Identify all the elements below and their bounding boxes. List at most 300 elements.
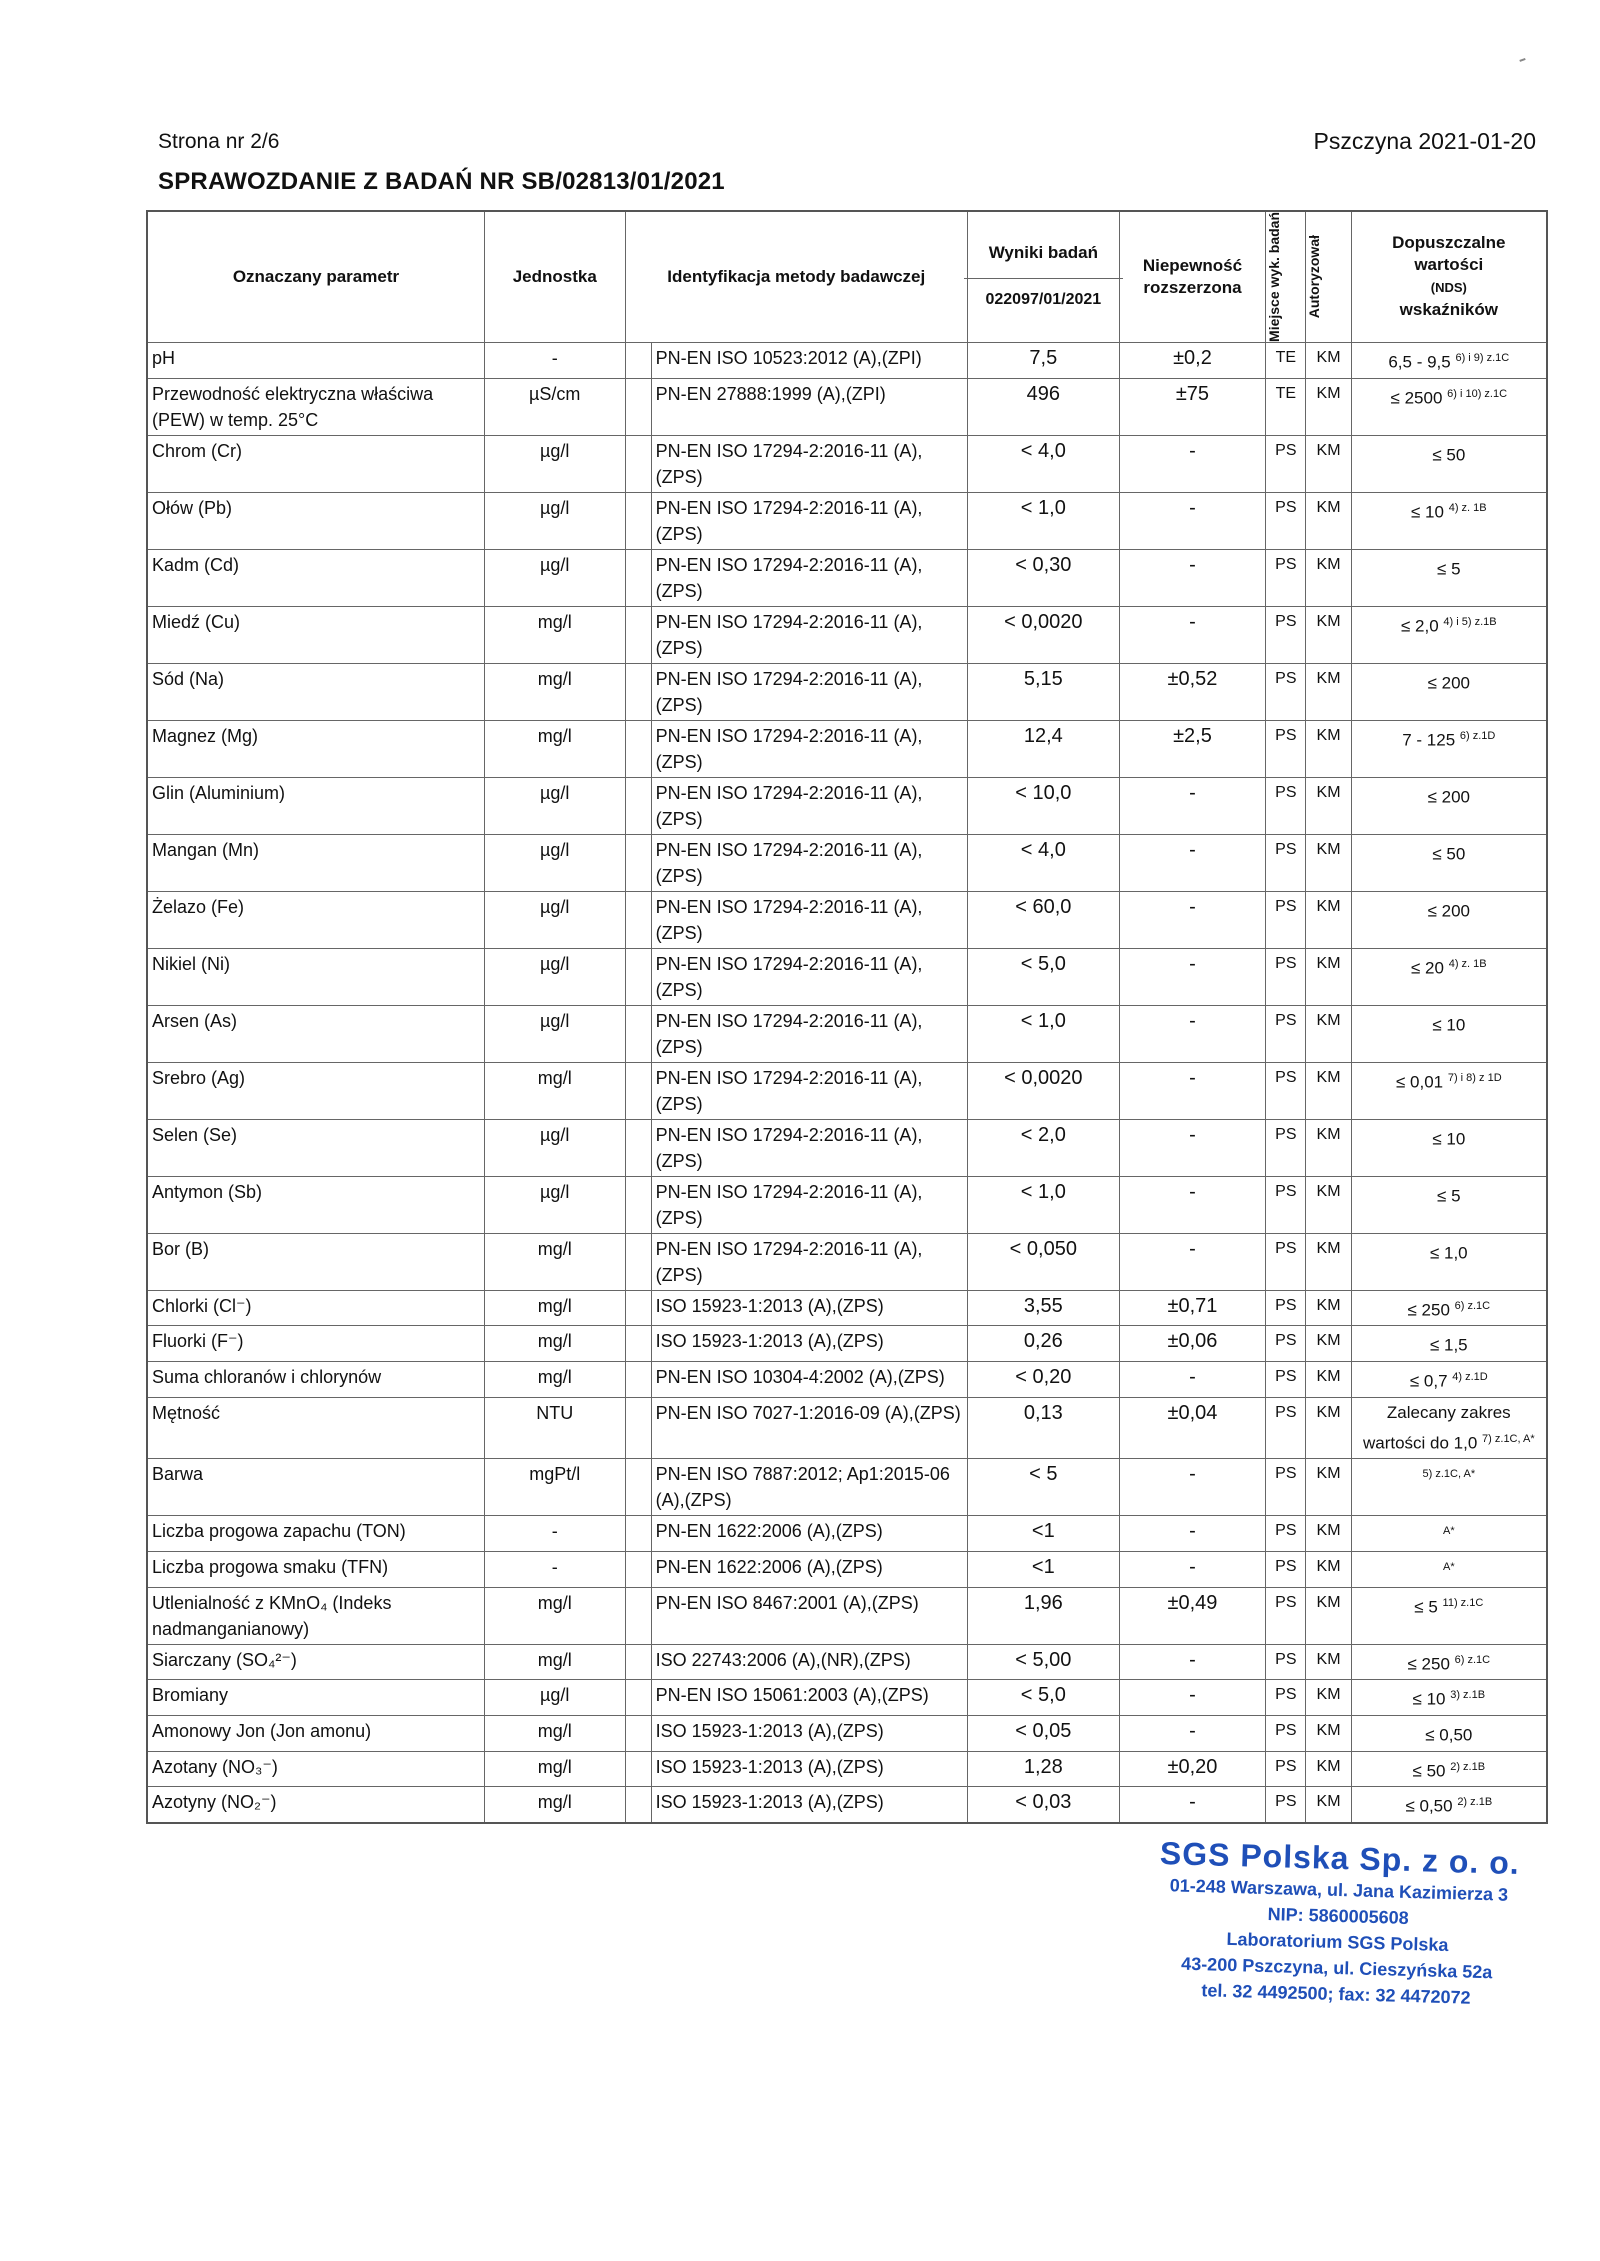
spacer-cell <box>625 1587 651 1644</box>
limit-footnote: 6) i 10) z.1C <box>1447 387 1508 400</box>
header-limits-sub: wskaźników <box>1399 300 1498 320</box>
limit-footnote: 6) z.1C <box>1454 1299 1491 1312</box>
authorized-cell: KM <box>1306 1361 1351 1397</box>
uncertainty-cell: - <box>1119 948 1266 1005</box>
spacer-cell <box>625 663 651 720</box>
param-cell: Ołów (Pb) <box>147 492 484 549</box>
unit-cell: - <box>484 1516 625 1552</box>
uncertainty-cell: - <box>1119 1005 1266 1062</box>
authorized-cell: KM <box>1306 663 1351 720</box>
table-row <box>147 1326 1547 1362</box>
uncertainty-cell: ±0,20 <box>1119 1751 1266 1787</box>
authorized-cell: KM <box>1306 777 1351 834</box>
param-cell: Żelazo (Fe) <box>147 891 484 948</box>
method-cell: PN-EN ISO 10523:2012 (A),(ZPI) <box>651 342 967 378</box>
param-cell: Mętność <box>147 1397 484 1459</box>
param-cell: Siarczany (SO₄²⁻) <box>147 1644 484 1680</box>
results-table <box>146 210 1548 1824</box>
result-cell: < 5,0 <box>968 948 1120 1005</box>
table-row <box>147 1551 1547 1587</box>
method-cell: PN-EN ISO 17294-2:2016-11 (A),(ZPS) <box>651 1062 967 1119</box>
limit-value: ≤ 5 <box>1437 1186 1461 1206</box>
result-cell: < 1,0 <box>968 492 1120 549</box>
method-cell: PN-EN ISO 10304-4:2002 (A),(ZPS) <box>651 1361 967 1397</box>
spacer-cell <box>625 1516 651 1552</box>
unit-cell: mg/l <box>484 1787 625 1823</box>
authorized-cell: KM <box>1306 492 1351 549</box>
unit-cell: mg/l <box>484 1290 625 1326</box>
result-cell: < 5,00 <box>968 1644 1120 1680</box>
result-cell: < 1,0 <box>968 1176 1120 1233</box>
stamp-address: 01-248 Warszawa, ul. Jana Kazimierza 3 <box>1169 1875 1509 1905</box>
uncertainty-cell: ±0,52 <box>1119 663 1266 720</box>
unit-cell: mg/l <box>484 663 625 720</box>
header-limits <box>1351 211 1547 342</box>
limit-cell <box>1351 834 1547 891</box>
unit-cell: µg/l <box>484 1005 625 1062</box>
result-cell: <1 <box>968 1516 1120 1552</box>
param-cell: Bromiany <box>147 1680 484 1716</box>
uncertainty-cell: - <box>1119 1361 1266 1397</box>
authorized-cell: KM <box>1306 1233 1351 1290</box>
header-place-label: Miejsce wyk. badań <box>1266 212 1283 342</box>
param-cell: Bor (B) <box>147 1233 484 1290</box>
limit-value: ≤ 200 <box>1427 901 1471 921</box>
spacer-cell <box>625 1005 651 1062</box>
param-cell: Glin (Aluminium) <box>147 777 484 834</box>
table-row <box>147 1290 1547 1326</box>
limit-footnote: A* <box>1442 1525 1455 1538</box>
limit-cell <box>1351 1361 1547 1397</box>
unit-cell: µg/l <box>484 549 625 606</box>
unit-cell: mg/l <box>484 1062 625 1119</box>
spacer-cell <box>625 1119 651 1176</box>
param-cell: Liczba progowa zapachu (TON) <box>147 1516 484 1552</box>
authorized-cell: KM <box>1306 606 1351 663</box>
authorized-cell: KM <box>1306 1751 1351 1787</box>
unit-cell: mg/l <box>484 1715 625 1751</box>
limit-cell <box>1351 1516 1547 1552</box>
limit-value: ≤ 1,5 <box>1429 1335 1468 1355</box>
authorized-cell: KM <box>1306 834 1351 891</box>
uncertainty-cell: ±0,49 <box>1119 1587 1266 1644</box>
authorized-cell: KM <box>1306 435 1351 492</box>
spacer-cell <box>625 834 651 891</box>
place-cell: PS <box>1266 1751 1306 1787</box>
spacer-cell <box>625 606 651 663</box>
spacer-cell <box>625 1062 651 1119</box>
param-cell: Arsen (As) <box>147 1005 484 1062</box>
uncertainty-cell: - <box>1119 1459 1266 1516</box>
table-row <box>147 1644 1547 1680</box>
uncertainty-cell: ±0,04 <box>1119 1397 1266 1459</box>
param-cell: Liczba progowa smaku (TFN) <box>147 1551 484 1587</box>
limit-footnote: 4) z. 1B <box>1448 957 1487 970</box>
limit-cell <box>1351 777 1547 834</box>
limit-cell <box>1351 1062 1547 1119</box>
limit-cell <box>1351 492 1547 549</box>
header-param: Oznaczany parametr <box>147 211 484 342</box>
method-cell: PN-EN ISO 17294-2:2016-11 (A),(ZPS) <box>651 1176 967 1233</box>
method-cell: PN-EN ISO 17294-2:2016-11 (A),(ZPS) <box>651 492 967 549</box>
limit-cell <box>1351 948 1547 1005</box>
unit-cell: mg/l <box>484 1361 625 1397</box>
param-cell: pH <box>147 342 484 378</box>
table-header-row <box>147 211 1547 342</box>
method-cell: PN-EN 27888:1999 (A),(ZPI) <box>651 378 967 435</box>
param-cell: Srebro (Ag) <box>147 1062 484 1119</box>
uncertainty-cell: - <box>1119 549 1266 606</box>
unit-cell: µg/l <box>484 834 625 891</box>
place-cell: PS <box>1266 891 1306 948</box>
method-cell: PN-EN ISO 17294-2:2016-11 (A),(ZPS) <box>651 1005 967 1062</box>
method-cell: PN-EN ISO 17294-2:2016-11 (A),(ZPS) <box>651 777 967 834</box>
method-cell: PN-EN ISO 17294-2:2016-11 (A),(ZPS) <box>651 435 967 492</box>
unit-cell: - <box>484 1551 625 1587</box>
result-cell: < 0,05 <box>968 1715 1120 1751</box>
limit-value: ≤ 200 <box>1427 787 1471 807</box>
limit-cell <box>1351 1787 1547 1823</box>
param-cell: Mangan (Mn) <box>147 834 484 891</box>
place-cell: PS <box>1266 663 1306 720</box>
authorized-cell: KM <box>1306 1397 1351 1459</box>
limit-footnote: 4) z. 1B <box>1448 501 1487 514</box>
result-cell: < 10,0 <box>968 777 1120 834</box>
limit-cell <box>1351 1233 1547 1290</box>
authorized-cell: KM <box>1306 1516 1351 1552</box>
authorized-cell: KM <box>1306 1680 1351 1716</box>
spacer-cell <box>625 549 651 606</box>
company-stamp <box>1126 1834 1550 2013</box>
limit-value: 7 - 125 <box>1402 730 1456 750</box>
limit-value: ≤ 200 <box>1427 673 1471 693</box>
uncertainty-cell: ±2,5 <box>1119 720 1266 777</box>
limit-value: ≤ 10 <box>1411 502 1444 522</box>
spacer-cell <box>625 1787 651 1823</box>
limit-cell <box>1351 435 1547 492</box>
result-cell: 5,15 <box>968 663 1120 720</box>
param-cell: Azotany (NO₃⁻) <box>147 1751 484 1787</box>
place-cell: PS <box>1266 1233 1306 1290</box>
authorized-cell: KM <box>1306 1176 1351 1233</box>
place-cell: PS <box>1266 1551 1306 1587</box>
unit-cell: µg/l <box>484 1176 625 1233</box>
method-cell: PN-EN ISO 17294-2:2016-11 (A),(ZPS) <box>651 1233 967 1290</box>
page-number: Strona nr 2/6 <box>158 130 280 153</box>
limit-value: ≤ 50 <box>1412 1761 1446 1781</box>
place-cell: PS <box>1266 549 1306 606</box>
limit-footnote: 6) i 9) z.1C <box>1455 351 1510 364</box>
limit-value: ≤ 250 <box>1407 1654 1450 1674</box>
header-place <box>1266 211 1306 342</box>
table-row <box>147 663 1547 720</box>
place-cell: PS <box>1266 1119 1306 1176</box>
uncertainty-cell: ±75 <box>1119 378 1266 435</box>
table-row <box>147 891 1547 948</box>
unit-cell: mgPt/l <box>484 1459 625 1516</box>
limit-value: ≤ 0,50 <box>1405 1796 1453 1816</box>
place-cell: PS <box>1266 1062 1306 1119</box>
result-cell: < 4,0 <box>968 834 1120 891</box>
limit-cell <box>1351 549 1547 606</box>
limit-cell <box>1351 1326 1547 1362</box>
authorized-cell: KM <box>1306 378 1351 435</box>
uncertainty-cell: - <box>1119 435 1266 492</box>
uncertainty-cell: - <box>1119 1787 1266 1823</box>
result-cell: < 0,30 <box>968 549 1120 606</box>
place-and-date: Pszczyna 2021-01-20 <box>1313 128 1536 154</box>
limit-cell <box>1351 1644 1547 1680</box>
param-cell: Selen (Se) <box>147 1119 484 1176</box>
method-cell: ISO 22743:2006 (A),(NR),(ZPS) <box>651 1644 967 1680</box>
unit-cell: µg/l <box>484 777 625 834</box>
authorized-cell: KM <box>1306 1459 1351 1516</box>
authorized-cell: KM <box>1306 549 1351 606</box>
spacer-cell <box>625 435 651 492</box>
header-method: Identyfikacja metody badawczej <box>625 211 967 342</box>
spacer-cell <box>625 720 651 777</box>
uncertainty-cell: - <box>1119 492 1266 549</box>
unit-cell: µg/l <box>484 435 625 492</box>
limit-cell <box>1351 1459 1547 1516</box>
limit-cell <box>1351 1715 1547 1751</box>
method-cell: PN-EN ISO 17294-2:2016-11 (A),(ZPS) <box>651 720 967 777</box>
uncertainty-cell: - <box>1119 606 1266 663</box>
place-cell: PS <box>1266 1459 1306 1516</box>
method-cell: PN-EN 1622:2006 (A),(ZPS) <box>651 1551 967 1587</box>
place-cell: PS <box>1266 777 1306 834</box>
table-row <box>147 1715 1547 1751</box>
header-uncertainty: Niepewność rozszerzona <box>1119 211 1266 342</box>
place-cell: PS <box>1266 1290 1306 1326</box>
method-cell: PN-EN ISO 17294-2:2016-11 (A),(ZPS) <box>651 663 967 720</box>
result-cell: 0,13 <box>968 1397 1120 1459</box>
spacer-cell <box>625 1176 651 1233</box>
limit-footnote: 5) z.1C, A* <box>1422 1468 1476 1481</box>
place-cell: PS <box>1266 606 1306 663</box>
authorized-cell: KM <box>1306 1290 1351 1326</box>
uncertainty-cell: - <box>1119 891 1266 948</box>
table-row <box>147 777 1547 834</box>
limit-cell <box>1351 1751 1547 1787</box>
param-cell: Miedź (Cu) <box>147 606 484 663</box>
limit-value: ≤ 10 <box>1432 1015 1466 1035</box>
unit-cell: µg/l <box>484 948 625 1005</box>
limit-footnote: 2) z.1B <box>1450 1760 1486 1773</box>
table-row <box>147 720 1547 777</box>
limit-cell <box>1351 1397 1547 1459</box>
limit-value: ≤ 5 <box>1437 559 1461 579</box>
place-cell: PS <box>1266 1326 1306 1362</box>
spacer-cell <box>625 1233 651 1290</box>
uncertainty-cell: - <box>1119 1176 1266 1233</box>
authorized-cell: KM <box>1306 948 1351 1005</box>
stamp-lab: Laboratorium SGS Polska <box>1226 1928 1449 1956</box>
uncertainty-cell: ±0,71 <box>1119 1290 1266 1326</box>
result-cell: < 0,050 <box>968 1233 1120 1290</box>
result-cell: 496 <box>968 378 1120 435</box>
limit-value: ≤ 50 <box>1432 844 1466 864</box>
header-limits-nds: (NDS) <box>1430 280 1467 296</box>
unit-cell: mg/l <box>484 1233 625 1290</box>
method-cell: PN-EN ISO 17294-2:2016-11 (A),(ZPS) <box>651 948 967 1005</box>
unit-cell: µg/l <box>484 891 625 948</box>
uncertainty-cell: - <box>1119 1233 1266 1290</box>
place-cell: TE <box>1266 378 1306 435</box>
limit-cell <box>1351 1587 1547 1644</box>
authorized-cell: KM <box>1306 1062 1351 1119</box>
header-limits-label: Dopuszczalne wartości <box>1392 233 1506 275</box>
method-cell: PN-EN ISO 17294-2:2016-11 (A),(ZPS) <box>651 891 967 948</box>
table-row <box>147 435 1547 492</box>
result-cell: 1,28 <box>968 1751 1120 1787</box>
result-cell: < 0,0020 <box>968 1062 1120 1119</box>
method-cell: PN-EN ISO 17294-2:2016-11 (A),(ZPS) <box>651 549 967 606</box>
spacer-cell <box>625 777 651 834</box>
header-results-label: Wyniki badań <box>988 243 1098 263</box>
limit-footnote: 6) z.1C <box>1454 1653 1491 1666</box>
place-cell: PS <box>1266 1516 1306 1552</box>
param-cell: Nikiel (Ni) <box>147 948 484 1005</box>
unit-cell: µg/l <box>484 492 625 549</box>
param-cell: Chrom (Cr) <box>147 435 484 492</box>
result-cell: 3,55 <box>968 1290 1120 1326</box>
place-cell: PS <box>1266 948 1306 1005</box>
spacer-cell <box>625 1397 651 1459</box>
method-cell: PN-EN 1622:2006 (A),(ZPS) <box>651 1516 967 1552</box>
limit-value: ≤ 250 <box>1407 1300 1450 1320</box>
place-cell: PS <box>1266 435 1306 492</box>
param-cell: Barwa <box>147 1459 484 1516</box>
table-row <box>147 1176 1547 1233</box>
unit-cell: µg/l <box>484 1680 625 1716</box>
header-sample-number: 022097/01/2021 <box>964 278 1123 311</box>
authorized-cell: KM <box>1306 342 1351 378</box>
unit-cell: mg/l <box>484 1644 625 1680</box>
place-cell: TE <box>1266 342 1306 378</box>
limit-cell <box>1351 606 1547 663</box>
place-cell: PS <box>1266 1587 1306 1644</box>
table-row <box>147 948 1547 1005</box>
result-cell: < 2,0 <box>968 1119 1120 1176</box>
table-row <box>147 1005 1547 1062</box>
limit-value: Zalecany zakres wartości do 1,0 <box>1362 1402 1511 1453</box>
spacer-cell <box>625 1644 651 1680</box>
result-cell: < 5,0 <box>968 1680 1120 1716</box>
method-cell: PN-EN ISO 17294-2:2016-11 (A),(ZPS) <box>651 1119 967 1176</box>
limit-footnote: 4) i 5) z.1B <box>1443 615 1497 628</box>
table-row <box>147 606 1547 663</box>
limit-value: ≤ 0,01 <box>1395 1072 1444 1092</box>
corner-mark <box>1518 55 1525 62</box>
header-unit: Jednostka <box>484 211 625 342</box>
place-cell: PS <box>1266 492 1306 549</box>
authorized-cell: KM <box>1306 1326 1351 1362</box>
table-row <box>147 378 1547 435</box>
spacer-cell <box>625 1680 651 1716</box>
unit-cell: NTU <box>484 1397 625 1459</box>
limit-cell <box>1351 1119 1547 1176</box>
param-cell: Magnez (Mg) <box>147 720 484 777</box>
uncertainty-cell: - <box>1119 1516 1266 1552</box>
table-row <box>147 492 1547 549</box>
place-cell: PS <box>1266 1644 1306 1680</box>
unit-cell: µS/cm <box>484 378 625 435</box>
method-cell: PN-EN ISO 15061:2003 (A),(ZPS) <box>651 1680 967 1716</box>
limit-footnote: 4) z.1D <box>1452 1370 1488 1383</box>
uncertainty-cell: ±0,06 <box>1119 1326 1266 1362</box>
unit-cell: - <box>484 342 625 378</box>
param-cell: Suma chloranów i chlorynów <box>147 1361 484 1397</box>
uncertainty-cell: - <box>1119 777 1266 834</box>
result-cell: < 4,0 <box>968 435 1120 492</box>
table-row <box>147 1062 1547 1119</box>
uncertainty-cell: - <box>1119 1551 1266 1587</box>
unit-cell: mg/l <box>484 1751 625 1787</box>
header-results <box>968 211 1120 342</box>
unit-cell: mg/l <box>484 720 625 777</box>
table-row <box>147 1751 1547 1787</box>
method-cell: PN-EN ISO 17294-2:2016-11 (A),(ZPS) <box>651 606 967 663</box>
spacer-cell <box>625 948 651 1005</box>
place-cell: PS <box>1266 834 1306 891</box>
limit-value: ≤ 50 <box>1432 445 1466 465</box>
table-row <box>147 1397 1547 1459</box>
authorized-cell: KM <box>1306 1644 1351 1680</box>
result-cell: 7,5 <box>968 342 1120 378</box>
limit-value: ≤ 10 <box>1432 1129 1466 1149</box>
limit-value: ≤ 20 <box>1411 958 1444 978</box>
place-cell: PS <box>1266 720 1306 777</box>
place-cell: PS <box>1266 1176 1306 1233</box>
limit-footnote: 11) z.1C <box>1442 1596 1484 1609</box>
place-cell: PS <box>1266 1680 1306 1716</box>
param-cell: Kadm (Cd) <box>147 549 484 606</box>
uncertainty-cell: - <box>1119 1119 1266 1176</box>
method-cell: ISO 15923-1:2013 (A),(ZPS) <box>651 1326 967 1362</box>
uncertainty-cell: - <box>1119 1680 1266 1716</box>
header-authorized <box>1306 211 1351 342</box>
limit-cell <box>1351 891 1547 948</box>
table-body <box>147 342 1547 1822</box>
limit-cell <box>1351 342 1547 378</box>
unit-cell: mg/l <box>484 1326 625 1362</box>
spacer-cell <box>625 1551 651 1587</box>
limit-value: ≤ 1,0 <box>1429 1243 1468 1263</box>
table-row <box>147 342 1547 378</box>
authorized-cell: KM <box>1306 891 1351 948</box>
method-cell: ISO 15923-1:2013 (A),(ZPS) <box>651 1787 967 1823</box>
limit-cell <box>1351 663 1547 720</box>
limit-value: ≤ 2500 <box>1390 388 1443 408</box>
param-cell: Przewodność elektryczna właściwa (PEW) w temp. 25°C <box>147 378 484 435</box>
authorized-cell: KM <box>1306 1787 1351 1823</box>
limit-footnote: 6) z.1D <box>1459 729 1496 742</box>
authorized-cell: KM <box>1306 1551 1351 1587</box>
method-cell: ISO 15923-1:2013 (A),(ZPS) <box>651 1715 967 1751</box>
uncertainty-cell: - <box>1119 1644 1266 1680</box>
table-row <box>147 1361 1547 1397</box>
method-cell: ISO 15923-1:2013 (A),(ZPS) <box>651 1290 967 1326</box>
spacer-cell <box>625 1326 651 1362</box>
spacer-cell <box>625 378 651 435</box>
place-cell: PS <box>1266 1715 1306 1751</box>
limit-cell <box>1351 1290 1547 1326</box>
stamp-lab-address: 43-200 Pszczyna, ul. Cieszyńska 52a <box>1180 1953 1493 1983</box>
limit-value: ≤ 0,7 <box>1409 1371 1448 1391</box>
authorized-cell: KM <box>1306 1005 1351 1062</box>
param-cell: Antymon (Sb) <box>147 1176 484 1233</box>
